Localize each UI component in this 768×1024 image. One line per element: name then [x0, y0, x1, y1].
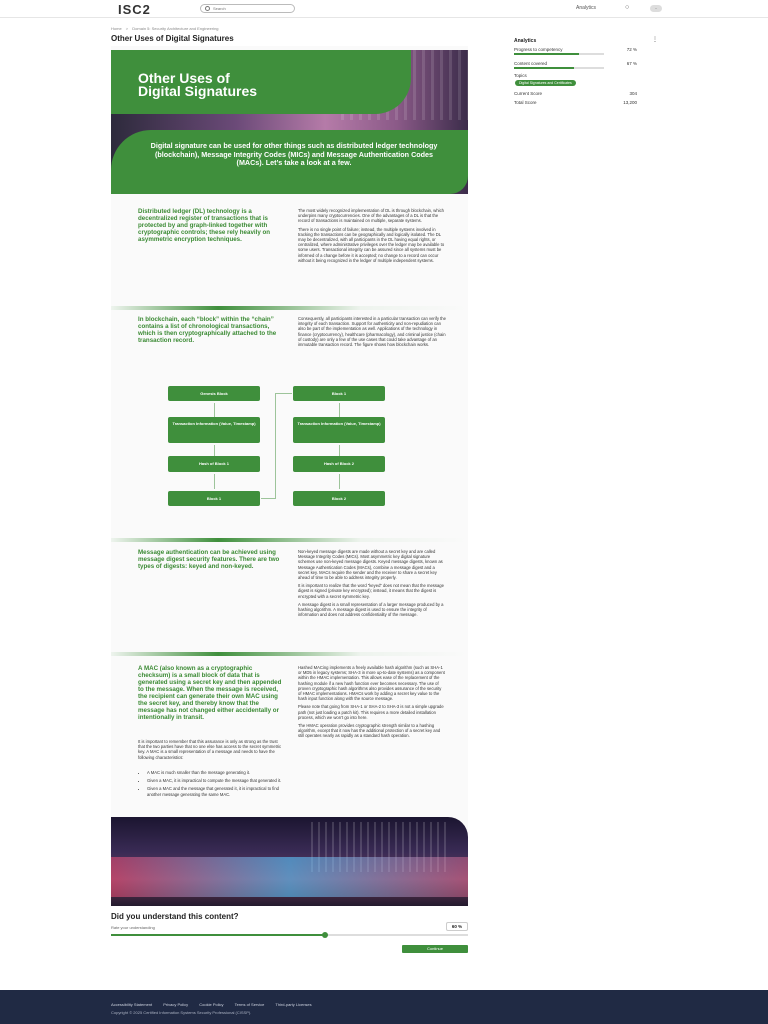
progress-label: Progress to competency: [514, 47, 563, 52]
arrow: [214, 474, 215, 489]
breadcrumb-separator: >: [125, 26, 129, 31]
divider: [111, 538, 468, 542]
top-bar: [0, 0, 768, 18]
footer-link[interactable]: Terms of Service: [234, 1002, 265, 1007]
progress-row: [514, 47, 637, 52]
section-lead: A MAC (also known as a cryptographic checksum) is a small block of data that is generated using a secret key and then appended to the message. When the message is received, the recipient can generate their own MAC using the secret key, and thereby know that the message has not changed either accidentally or intentionally in transit.: [138, 665, 282, 721]
paragraph: Please note that going from SHA-1 or SHA-2 to SHA-3 is not a simple upgrade path (not just loading a patch kit). This requires a more detailed installation process, which we won’t go into here.: [298, 704, 444, 720]
search-input[interactable]: [200, 4, 295, 13]
divider: [111, 652, 468, 656]
section-lead: In blockchain, each “block” within the “chain” contains a list of chronological transactions, which is then cryptographically attached to the transaction record.: [138, 316, 277, 344]
arrow: [214, 445, 215, 456]
section-left-body: It is important to remember that this assurance is only as strong as the trust that the two parties have that no one else has access to the secret symmetric key. A MAC is a small representation of a message and needs to have the following characteristics:: [138, 739, 282, 760]
search-placeholder: Search: [213, 6, 226, 11]
panel-toggle-icon[interactable]: ⋮: [652, 37, 658, 43]
section-lead: Distributed ledger (DL) technology is a decentralized register of transactions that is protected by and graph-linked together with cryptographic controls; these rely heavily on asymmetric encryption techniques.: [138, 208, 271, 243]
continue-button[interactable]: Continue: [402, 945, 468, 953]
city-light-trails: [111, 857, 468, 897]
isc2-logo[interactable]: ISC2: [118, 2, 151, 17]
list-item: • A MAC is much smaller than the message generating it.: [147, 770, 283, 775]
paragraph: Hashed MACing implements a freely available hash algorithm (such as SHA-1 or MD5 in legacy systems; SHA-3 in more up-to-date systems) as a component within the HMAC implementation. This allows ease of the replacement of the hashing module if a new hash function ever becomes necessary. The use of proven cryptographic hash algorithms also provides assurance of the security of HMAC implementations. HMACs work by adding a secret key value to the hash input function along with the source message.: [298, 665, 445, 702]
section-body: [298, 549, 446, 620]
section-body: [298, 208, 446, 266]
breadcrumb: [111, 26, 222, 31]
hero-title-line1: Other Uses of: [138, 70, 230, 86]
paragraph: Non-keyed message digests are made without a secret key and are called Message Integrity Codes (MICs). Most asymmetric key digital signature schemes use non-keyed message digests. Keyed message digests, known as Message Authentication Codes (MACs), combine a message digest and a secret key. MACs require the sender and the receiver to share a secret key ahead of time to be able to address integrity properly.: [298, 549, 443, 581]
paragraph: The most widely recognized implementation of DL is through blockchain, which underpins many cryptocurrencies. One of the advantages of a DL is that the record of transactions is maintained on multiple, separate systems.: [298, 208, 445, 224]
footer: [0, 990, 768, 1024]
understanding-slider[interactable]: [111, 934, 468, 936]
list-item: • Given a MAC and the message that generated it, it is impractical to find another message generating the same MAC.: [147, 786, 283, 796]
breadcrumb-item-home[interactable]: Home: [111, 26, 122, 31]
rate-label: Rate your understanding: [111, 925, 155, 930]
blockchain-diagram: [111, 379, 468, 524]
arrow: [339, 445, 340, 456]
paragraph: The HMAC operation provides cryptographic strength similar to a hashing algorithm, except that it now has the additional protection of a secret key and still operates nearly as rapidly as a standard hash operation.: [298, 723, 441, 739]
footer-link[interactable]: Third-party Licenses: [275, 1002, 312, 1007]
arrow: [214, 403, 215, 417]
current-score-row: [514, 91, 637, 96]
paragraph: A message digest is a small representation of a larger message produced by a hashing algorithm. A message digest is used to ensure the integrity of information and does not address confidentiality of the message.: [298, 601, 444, 618]
section-lead: Message authentication can be achieved using message digest security features. There are two types of digests: keyed and non-keyed.: [138, 549, 280, 570]
copyright: Copyright © 2025 Certified Information Systems Security Professional (CISSP).: [111, 1010, 252, 1015]
section-body: [298, 665, 446, 742]
paragraph: Consequently, all participants interested in a particular transaction can verify the integrity of each transaction. Support for authenticity and non-repudiation can also be part of the implementation as well. Applications of the technology in finance (cryptocurrency), healthcare (pharmacology), and criminal justice (chain of custody) are only a few of the use cases that could take advantage of an immutable transaction record. The figure shows how blockchain works.: [298, 316, 446, 348]
footer-links: [111, 1002, 322, 1007]
footer-link[interactable]: Privacy Policy: [163, 1002, 189, 1007]
total-score-row: [514, 100, 637, 105]
connector: [261, 498, 275, 499]
current-score-value: 304: [629, 91, 637, 96]
topics-label: Topics: [514, 73, 527, 78]
total-score-label: Total Score: [514, 100, 537, 105]
city-lights-image: [111, 817, 468, 906]
analytics-link[interactable]: Analytics: [576, 5, 597, 11]
total-score-value: 13,200: [623, 100, 637, 105]
hash-block-2: Hash of Block 2: [293, 456, 385, 472]
paragraph: There is no single point of failure; instead, the multiple systems involved in tracking the transactions can be geographically and logically isolated. The DL may be decentralized, with all participants in the DL having equal rights, or centralized, where administrative privileges over the ledger may be available to some users. Transactional integrity can be assured since all systems must be informed of a change before it is accepted; no change to a record can occur without it being recognized in the ledger of multiple independent systems.: [298, 226, 445, 263]
mac-characteristics-list: [138, 770, 283, 800]
footer-link[interactable]: Cookie Policy: [199, 1002, 224, 1007]
arrow: [339, 403, 340, 417]
content-label: Content covered: [514, 61, 548, 66]
connector: [275, 393, 292, 394]
block-1-right: Block 1: [293, 386, 385, 401]
arrow: [339, 474, 340, 489]
hash-block-1: Hash of Block 1: [168, 456, 260, 472]
section-body: [298, 316, 446, 350]
content-row: [514, 61, 637, 66]
bell-icon[interactable]: ○: [625, 4, 630, 11]
divider: [111, 306, 468, 310]
progress-bar: [514, 53, 604, 55]
understanding-value[interactable]: 60 %: [446, 922, 468, 931]
footer-link[interactable]: Accessibility Statement: [111, 1002, 153, 1007]
connector: [275, 393, 276, 499]
progress-value: 72 %: [626, 47, 637, 52]
slider-handle[interactable]: [322, 932, 328, 938]
topic-tag[interactable]: Digital Signatures and Certificates: [515, 80, 576, 86]
understand-question: Did you understand this content?: [111, 912, 239, 921]
hero-intro: Digital signature can be used for other things such as distributed ledger technology (blockchain), Message Integrity Codes (MICs) and Message Authentication Codes (MACs). Let’s take a look at a few.: [150, 141, 438, 167]
breadcrumb-item-domain[interactable]: Domain 5: Security Architecture and Engineering: [132, 26, 219, 31]
transaction-info-right: Transaction Information (Value, Timestamp): [293, 417, 385, 443]
hero-banner: [111, 50, 468, 194]
analytics-panel: [505, 34, 644, 108]
search-icon: [205, 6, 210, 11]
transaction-info-left: Transaction Information (Value, Timestamp): [168, 417, 260, 443]
avatar[interactable]: ··: [650, 5, 662, 12]
block-2: Block 2: [293, 491, 385, 506]
analytics-title: Analytics: [514, 38, 537, 44]
content-bar: [514, 67, 604, 69]
current-score-label: Current Score: [514, 91, 543, 96]
paragraph: It is important to realize that the word “keyed” does not mean that the message digest is signed (private key encrypted); instead, it means that the digest is encrypted with a secret symmetric key.: [298, 583, 444, 599]
hero-title-line2: Digital Signatures: [138, 83, 258, 99]
slider-fill: [111, 934, 325, 936]
genesis-block: Genesis Block: [168, 386, 260, 401]
hero-title: [138, 72, 257, 98]
list-item: • Given a MAC, it is impractical to compute the message that generated it.: [147, 778, 283, 783]
content-value: 67 %: [626, 61, 637, 66]
lesson-content: [111, 46, 468, 906]
page-title: Other Uses of Digital Signatures: [111, 34, 234, 43]
block-1: Block 1: [168, 491, 260, 506]
